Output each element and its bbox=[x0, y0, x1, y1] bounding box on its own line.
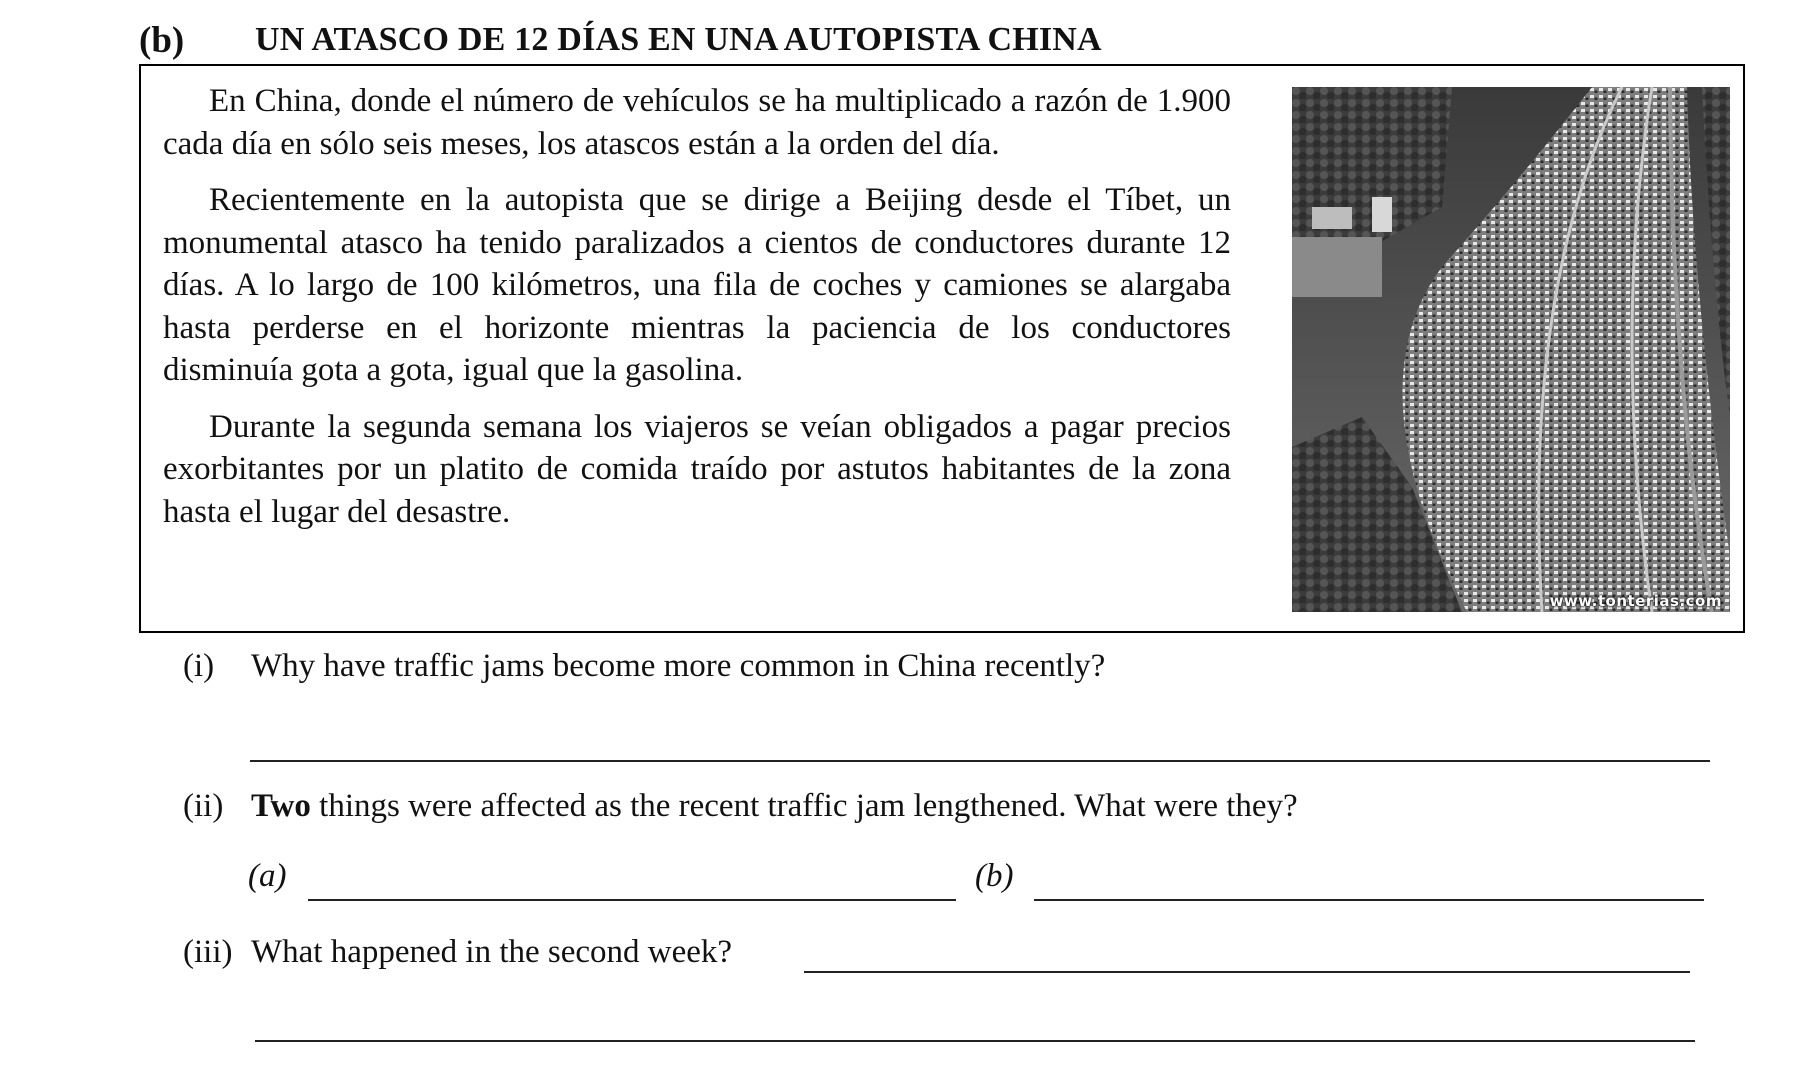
question-text: things were affected as the recent traffic jam lengthened. What were they? bbox=[310, 788, 1298, 824]
question-text: What happened in the second week? bbox=[251, 934, 733, 970]
answer-line-2b[interactable] bbox=[1034, 899, 1704, 901]
section-heading bbox=[139, 14, 1102, 66]
article-paragraph-1: En China, donde el número de vehículos se ha multiplicado a razón de 1.900 cada día en sólo seis meses, los atascos están a la orden del día. bbox=[163, 83, 1231, 162]
question-number: (ii) bbox=[183, 788, 224, 824]
article-paragraph-2: Recientemente en la autopista que se dirige a Beijing desde el Tíbet, un monumental atasco ha tenido paralizados a cientos de conductores durante 12 días. A lo largo de 100 kilómetros, una fila de coches y camiones se alargaba hasta perderse en el horizonte mientras la paciencia de los conductores disminuía gota a gota, igual que la gasolina. bbox=[163, 182, 1231, 388]
question-2 bbox=[183, 788, 1298, 825]
section-label: (b) bbox=[139, 19, 185, 61]
traffic-jam-photo bbox=[1292, 87, 1730, 612]
question-text: Why have traffic jams become more common in China recently? bbox=[251, 648, 1106, 684]
article-paragraph-3: Durante la segunda semana los viajeros se veían obligados a pagar precios exorbitantes por un platito de comida traído por astutos habitantes de la zona hasta el lugar del desastre. bbox=[163, 408, 1231, 530]
article-box bbox=[139, 64, 1745, 633]
question-number: (i) bbox=[183, 648, 215, 684]
question-number: (iii) bbox=[183, 934, 233, 970]
photo-credit: www.tonterias.com bbox=[1549, 592, 1722, 610]
highway-traffic-illustration bbox=[1292, 87, 1730, 612]
question-1 bbox=[183, 648, 1105, 685]
option-label-b: (b) bbox=[975, 858, 1014, 894]
answer-line-1[interactable] bbox=[250, 760, 1710, 762]
option-label-a: (a) bbox=[248, 858, 287, 894]
building bbox=[1372, 197, 1392, 232]
question-3 bbox=[183, 934, 732, 971]
building-area bbox=[1292, 237, 1382, 297]
answer-line-2a[interactable] bbox=[308, 899, 956, 901]
building bbox=[1312, 207, 1352, 229]
answer-line-3b[interactable] bbox=[255, 1040, 1695, 1042]
answer-line-3a[interactable] bbox=[804, 971, 1690, 973]
article-title: UN ATASCO DE 12 DÍAS EN UNA AUTOPISTA CHINA bbox=[255, 21, 1102, 58]
question-emphasis: Two bbox=[251, 788, 311, 824]
article-text bbox=[163, 80, 1231, 547]
